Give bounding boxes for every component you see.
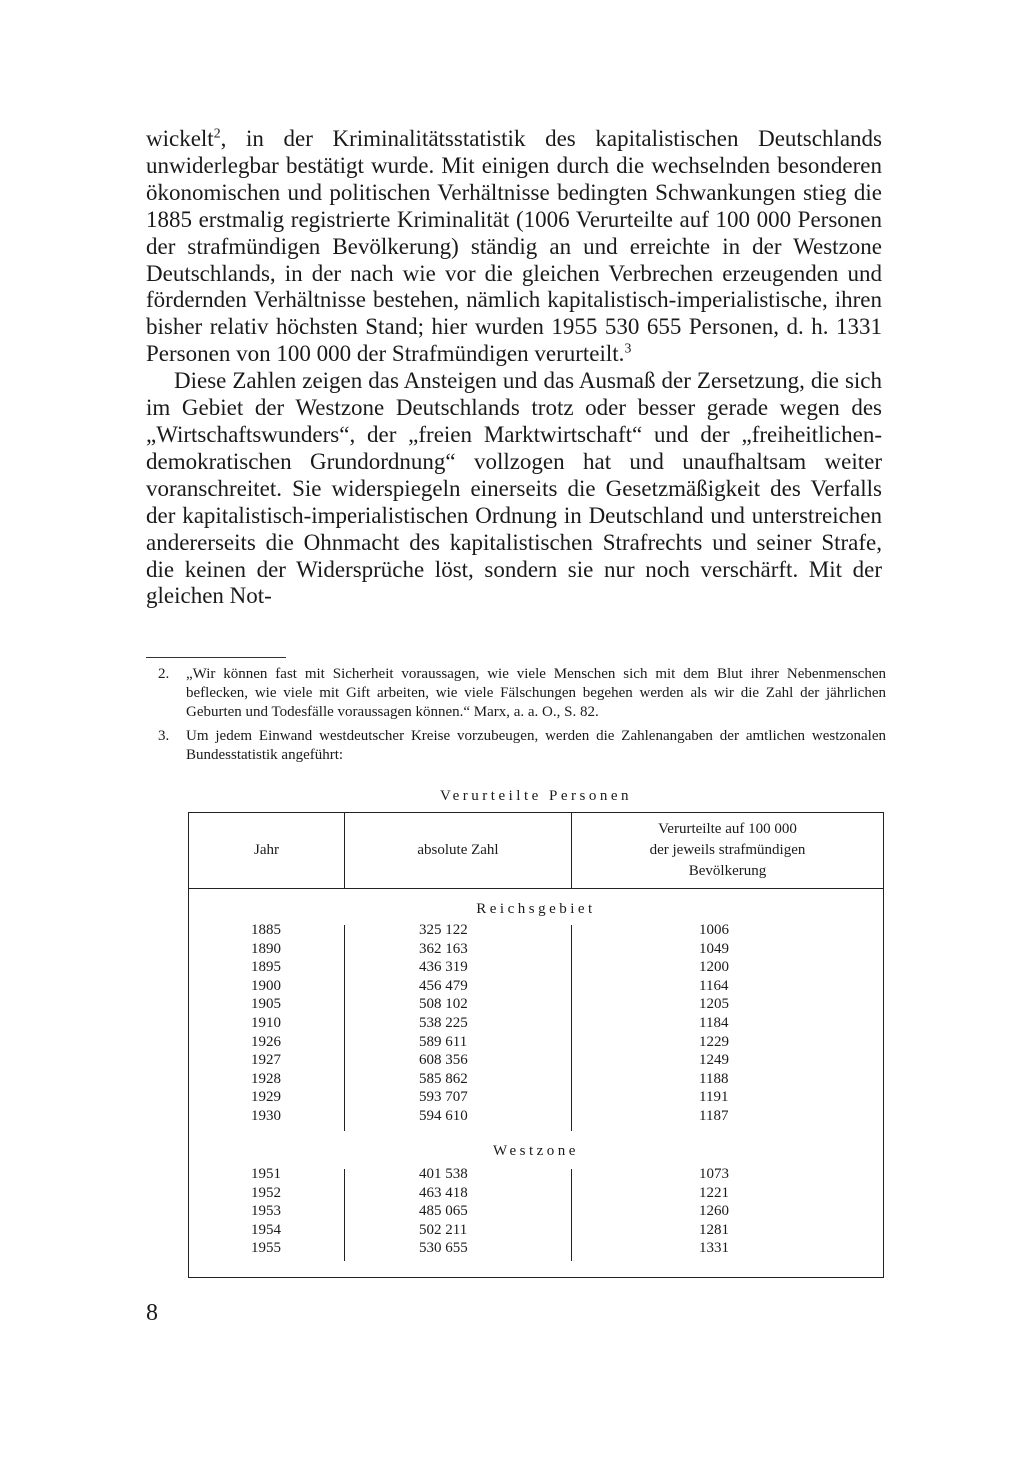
table-row: 1951 401 538 1073 — [251, 1166, 729, 1182]
table-row: 1890 362 163 1049 — [251, 940, 729, 957]
section-label-reichsgebiet: Reichsgebiet — [476, 901, 596, 917]
table-row: 1928 585 862 1188 — [251, 1070, 729, 1087]
paragraph-1: wickelt$^2$, in der Kriminalitätsstatistik des kapitalistischen Deutschlands unwiderlegbar bestätigt wurde. Mit einigen durch die wechselnden besonderen ökonomischen und politischen Verhältnisse bedingten Schwankungen stieg die 1885 erstmalig registrierte Kriminalität (1006 Verurteilte auf 100 000 Personen der strafmündigen Bevölkerung) ständig an und erreichte in der Westzone Deutschlands, in der nach wie vor die gleichen Verbrechen erzeugenden und fördernden Verhältnisse bestehen, nämlich kapitalistisch-imperialistische, ihren bisher relativ höchsten Stand; hier wurden 1955 530 655 Personen, d. h. 1331 Personen von 100 000 der Strafmündigen verurteilt.$^3$ — [146, 125, 882, 367]
table-caption: Verurteilte Personen — [439, 788, 633, 804]
footnote-text: „Wir können fast mit Sicherheit voraussagen, wie viele Menschen sich mit dem Blut ihrer Nebenmenschen beflecken, wie viele mit Gift arbeiten, wie viele Fälschungen begehen werden als wir die Zahl der jährlichen Geburten und Todesfälle voraussagen können.“ Marx, a. a. O., S. 82. — [186, 666, 886, 720]
footnote-divider — [146, 657, 286, 658]
rows-reichsgebiet — [189, 921, 883, 1126]
header-per-100000: Verurteilte auf 100 000 der jeweils strafmündigen Bevölkerung — [649, 821, 806, 879]
table-row: 1930 594 610 1187 — [251, 1107, 729, 1124]
footnote-2 — [146, 665, 886, 722]
footnotes — [146, 665, 886, 770]
table-row: 1885 325 122 1006 — [251, 922, 729, 938]
table-row: 1895 436 319 1200 — [251, 959, 729, 976]
footnote-3 — [146, 727, 886, 765]
rows-westzone — [189, 1165, 883, 1258]
footnote-ref-2: 2 — [213, 125, 221, 141]
footnote-number: 2. — [158, 666, 170, 682]
statistics-table — [188, 812, 884, 1278]
header-rule — [189, 888, 883, 889]
table-row: 1955 530 655 1331 — [251, 1240, 729, 1257]
table-row: 1954 502 211 1281 — [251, 1221, 729, 1238]
table-row: 1910 538 225 1184 — [251, 1014, 729, 1031]
header-absolute: absolute Zahl — [417, 842, 499, 858]
table-row: 1900 456 479 1164 — [251, 977, 729, 994]
footnote-text: Um jedem Einwand westdeutscher Kreise vorzubeugen, werden die Zahlenangaben der amtlichen westzonalen Bundesstatistik angeführt: — [186, 728, 886, 763]
footnote-number: 3. — [158, 728, 170, 744]
table-row: 1952 463 418 1221 — [251, 1184, 729, 1201]
body-text — [146, 126, 882, 610]
header-divider — [344, 813, 345, 888]
section-label-westzone: Westzone — [493, 1143, 579, 1159]
table-row: 1953 485 065 1260 — [251, 1203, 729, 1220]
table-row: 1927 608 356 1249 — [251, 1052, 729, 1069]
footnote-ref-3: 3 — [624, 340, 632, 356]
table-row: 1929 593 707 1191 — [251, 1089, 729, 1106]
page-number: 8 — [146, 1300, 158, 1326]
header-divider — [571, 813, 572, 888]
table-row: 1926 589 611 1229 — [251, 1033, 729, 1050]
header-year: Jahr — [254, 842, 279, 858]
paragraph-2: Diese Zahlen zeigen das Ansteigen und das Ausmaß der Zersetzung, die sich im Gebiet der Westzone Deutschlands trotz oder besser gerade wegen des „Wirtschaftswunders“, der „freien Marktwirtschaft“ und der „freiheitlichen-demokratischen Grundordnung“ vollzogen hat und unaufhaltsam weiter voranschreitet. Sie widerspiegeln einerseits die Gesetzmäßigkeit des Verfalls der kapitalistisch-imperialistischen Ordnung in Deutschland und unterstreichen andererseits die Ohnmacht des kapitalistischen Strafrechts und seiner Strafe, die keinen der Widersprüche löst, sondern sie nur noch verschärft. Mit der gleichen Not- — [146, 368, 882, 609]
table-row: 1905 508 102 1205 — [251, 996, 729, 1013]
